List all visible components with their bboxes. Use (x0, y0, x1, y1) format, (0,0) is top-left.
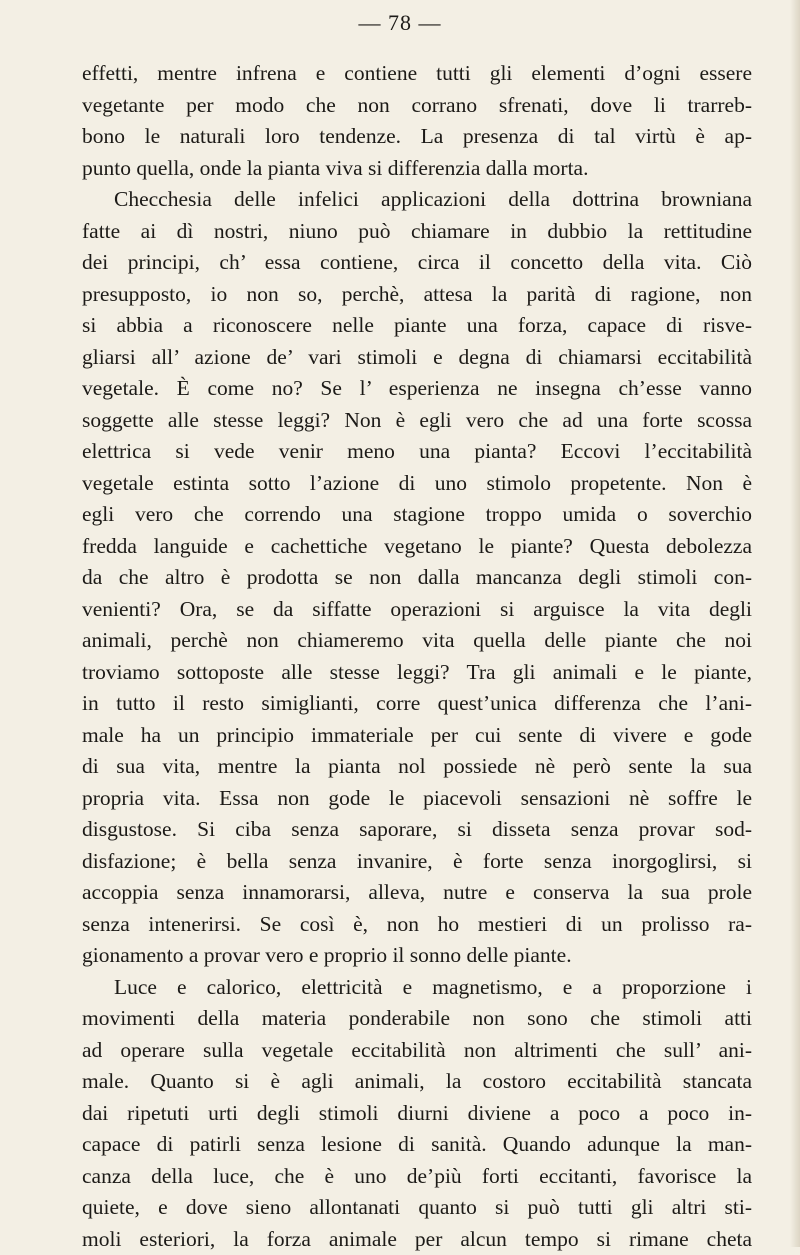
text-line: gliarsi all’ azione de’ vari stimoli e degna di chiamarsi eccitabilità (82, 342, 752, 374)
text-line: vegetante per modo che non corrano sfrenati, dove li trarreb- (82, 90, 752, 122)
text-line: accoppia senza innamorarsi, alleva, nutre e conserva la sua prole (82, 877, 752, 909)
text-line: presupposto, io non so, perchè, attesa la parità di ragione, non (82, 279, 752, 311)
text-line: in tutto il resto simiglianti, corre quest’unica differenza che l’ani- (82, 688, 752, 720)
text-line: soggette alle stesse leggi? Non è egli vero che ad una forte scossa (82, 405, 752, 437)
text-line: moli esteriori, la forza animale per alcun tempo si rimane cheta (82, 1224, 752, 1255)
text-line: male. Quanto si è agli animali, la costoro eccitabilità stancata (82, 1066, 752, 1098)
text-line: animali, perchè non chiameremo vita quella delle piante che noi (82, 625, 752, 657)
body-text (82, 58, 752, 1255)
page-edge (790, 0, 800, 1247)
text-line: disgustose. Si ciba senza saporare, si disseta senza provar sod- (82, 814, 752, 846)
text-line: dei principi, ch’ essa contiene, circa il concetto della vita. Ciò (82, 247, 752, 279)
text-line: egli vero che correndo una stagione troppo umida o soverchio (82, 499, 752, 531)
text-line: punto quella, onde la pianta viva si differenzia dalla morta. (82, 153, 752, 185)
text-line: gionamento a provar vero e proprio il sonno delle piante. (82, 940, 752, 972)
text-line: capace di patirli senza lesione di sanità. Quando adunque la man- (82, 1129, 752, 1161)
text-line: Checchesia delle infelici applicazioni della dottrina browniana (82, 184, 752, 216)
text-line: propria vita. Essa non gode le piacevoli sensazioni nè soffre le (82, 783, 752, 815)
text-line: da che altro è prodotta se non dalla mancanza degli stimoli con- (82, 562, 752, 594)
text-line: male ha un principio immateriale per cui sente di vivere e gode (82, 720, 752, 752)
text-line: venienti? Ora, se da siffatte operazioni si arguisce la vita degli (82, 594, 752, 626)
text-line: fredda languide e cachettiche vegetano le piante? Questa debolezza (82, 531, 752, 563)
text-line: troviamo sottoposte alle stesse leggi? Tra gli animali e le piante, (82, 657, 752, 689)
page-number: — 78 — (0, 10, 800, 36)
text-line: vegetale. È come no? Se l’ esperienza ne insegna ch’esse vanno (82, 373, 752, 405)
text-line: vegetale estinta sotto l’azione di uno stimolo propetente. Non è (82, 468, 752, 500)
text-line: senza intenerirsi. Se così è, non ho mestieri di un prolisso ra- (82, 909, 752, 941)
text-line: canza della luce, che è uno de’più forti eccitanti, favorisce la (82, 1161, 752, 1193)
text-line: Luce e calorico, elettricità e magnetismo, e a proporzione i (82, 972, 752, 1004)
text-line: dai ripetuti urti degli stimoli diurni diviene a poco a poco in- (82, 1098, 752, 1130)
text-line: effetti, mentre infrena e contiene tutti gli elementi d’ogni essere (82, 58, 752, 90)
text-line: bono le naturali loro tendenze. La presenza di tal virtù è ap- (82, 121, 752, 153)
text-line: di sua vita, mentre la pianta nol possiede nè però sente la sua (82, 751, 752, 783)
text-line: ad operare sulla vegetale eccitabilità non altrimenti che sull’ ani- (82, 1035, 752, 1067)
text-line: si abbia a riconoscere nelle piante una forza, capace di risve- (82, 310, 752, 342)
text-line: disfazione; è bella senza invanire, è forte senza inorgoglirsi, si (82, 846, 752, 878)
text-line: movimenti della materia ponderabile non sono che stimoli atti (82, 1003, 752, 1035)
text-line: quiete, e dove sieno allontanati quanto si può tutti gli altri sti- (82, 1192, 752, 1224)
text-line: fatte ai dì nostri, niuno può chiamare in dubbio la rettitudine (82, 216, 752, 248)
text-line: elettrica si vede venir meno una pianta? Eccovi l’eccitabilità (82, 436, 752, 468)
